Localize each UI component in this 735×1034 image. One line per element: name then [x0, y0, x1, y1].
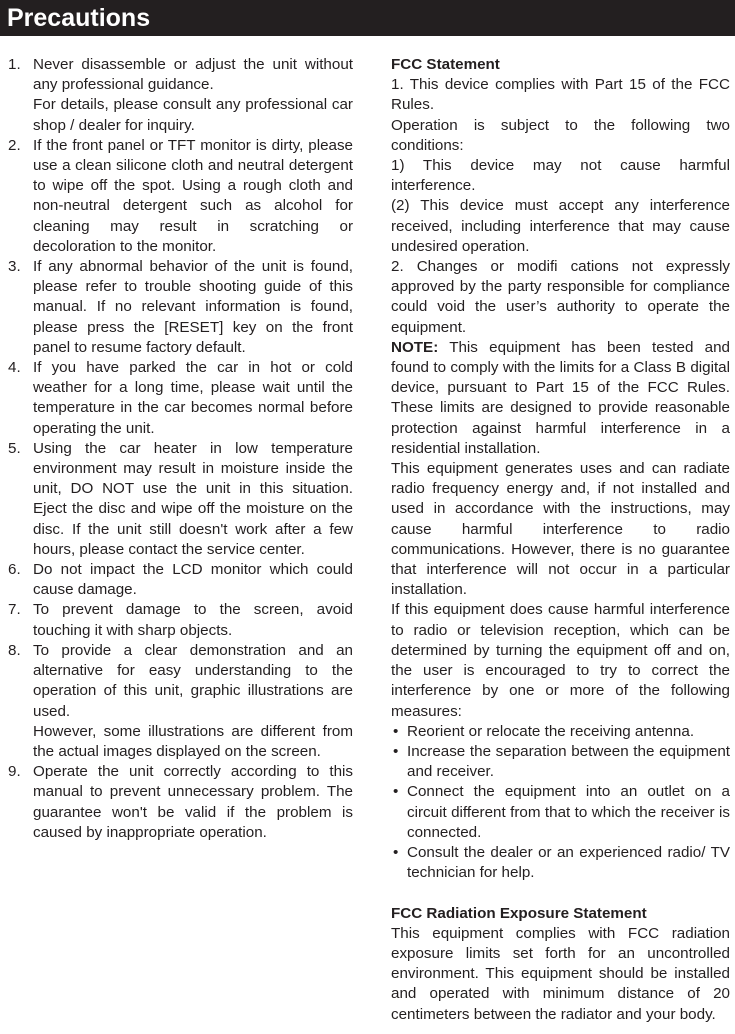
fcc-paragraph: 1. This device complies with Part 15 of the FCC Rules.	[391, 76, 730, 114]
bullet-text: Increase the separation between the equipment and receiver.	[407, 742, 730, 781]
item-text: Operate the unit correctly according to this manual to prevent unnecessary problem. The guarantee won't be valid if the problem is caused by inappropriate operation.	[33, 763, 353, 841]
item-text: If any abnormal behavior of the unit is found, please refer to trouble shooting guide of this manual. If no relevant information is found, please press the [RESET] key on the front panel to resume factory default.	[33, 258, 353, 356]
list-item	[8, 762, 353, 843]
item-text: Never disassemble or adjust the unit without any professional guidance.	[33, 56, 353, 94]
item-number: 7.	[8, 601, 21, 619]
item-text: If you have parked the car in hot or cold weather for a long time, please wait until the temperature in the car becomes normal before operating the unit.	[33, 359, 353, 437]
bullet-text: Consult the dealer or an experienced radio/ TV technician for help.	[407, 843, 730, 882]
note-text: This equipment has been tested and found to comply with the limits for a Class B digital device, pursuant to Part 15 of the FCC Rules. These limits are designed to provide reasonable protection against harmful interference in a residential installation.	[391, 338, 730, 457]
fcc-paragraph: 2. Changes or modifi cations not expressly approved by the party responsible for compliance could void the user’s authority to operate the equipment.	[391, 258, 730, 336]
item-number: 4.	[8, 359, 21, 377]
item-number: 2.	[8, 136, 21, 154]
fcc-heading: FCC Statement	[391, 56, 500, 73]
item-text: For details, please consult any professional car shop / dealer for inquiry.	[33, 96, 353, 134]
item-number: 1.	[8, 56, 21, 73]
page-title: Precautions	[7, 4, 151, 32]
bullet-icon: •	[393, 843, 399, 861]
bullet-text: Reorient or relocate the receiving antenna.	[407, 722, 695, 740]
item-text: Using the car heater in low temperature environment may result in moisture inside the unit, DO NOT use the unit in this situation. Eject the disc and wipe off the moisture on the disc. If the unit still doesn't work after a few hours, please contact the service center.	[33, 439, 353, 558]
fcc-paragraph: If this equipment does cause harmful interference to radio or television reception, which can be determined by turning the equipment off and on, the user is encouraged to try to correct the interference by one or more of the following measures:	[391, 601, 730, 720]
list-item	[8, 600, 353, 640]
bullet-item	[391, 722, 730, 742]
list-item	[8, 439, 353, 560]
item-text: If the front panel or TFT monitor is dirty, please use a clean silicone cloth and neutral detergent to wipe off the spot. Using a rough cloth and non-neutral detergent such as alcohol for cleaning may result in scratching or decoloration to the monitor.	[33, 136, 353, 255]
bullet-text: Connect the equipment into an outlet on a circuit different from that to which the receiver is connected.	[407, 783, 730, 841]
item-text: Do not impact the LCD monitor which could cause damage.	[33, 561, 353, 599]
radiation-heading: FCC Radiation Exposure Statement	[391, 904, 647, 922]
bullet-item	[391, 742, 730, 782]
bullet-icon: •	[393, 722, 399, 740]
item-number: 5.	[8, 439, 21, 457]
list-item	[8, 136, 353, 257]
list-item	[8, 560, 353, 600]
note-label: NOTE:	[391, 338, 439, 356]
list-item	[8, 358, 353, 439]
spacer	[391, 883, 730, 903]
fcc-paragraph: This equipment generates uses and can radiate radio frequency energy and, if not installed and used in accordance with the instructions, may cause harmful interference to radio communications. However, there is no guarantee that interference will not occur in a particular installation.	[391, 460, 730, 599]
note-paragraph	[391, 338, 730, 459]
bullet-item	[391, 843, 730, 883]
list-item	[8, 55, 353, 136]
fcc-paragraph: (2) This device must accept any interference received, including interference that may cause undesired operation.	[391, 197, 730, 255]
item-text: To provide a clear demonstration and an alternative for easy understanding to the operation of this unit, graphic illustrations are used.	[33, 641, 353, 720]
bullet-item	[391, 782, 730, 843]
list-item	[8, 641, 353, 762]
item-text: To prevent damage to the screen, avoid touching it with sharp objects.	[33, 601, 353, 639]
bullet-icon: •	[393, 783, 399, 801]
fcc-section	[391, 55, 730, 1025]
fcc-paragraph: 1) This device may not cause harmful interference.	[391, 157, 730, 195]
item-number: 3.	[8, 258, 21, 276]
bullet-icon: •	[393, 742, 399, 760]
section-header	[0, 0, 735, 36]
list-item	[8, 257, 353, 358]
item-number: 8.	[8, 641, 21, 659]
item-number: 9.	[8, 763, 21, 781]
precautions-list	[8, 55, 353, 843]
item-number: 6.	[8, 561, 21, 579]
fcc-paragraph: Operation is subject to the following two conditions:	[391, 116, 730, 154]
radiation-text: This equipment complies with FCC radiation exposure limits set forth for an uncontrolled environment. This equipment should be installed and operated with minimum distance of 20 centimeters between the radiator and your body.	[391, 924, 730, 1023]
item-text: However, some illustrations are different from the actual images displayed on the screen.	[33, 722, 353, 760]
